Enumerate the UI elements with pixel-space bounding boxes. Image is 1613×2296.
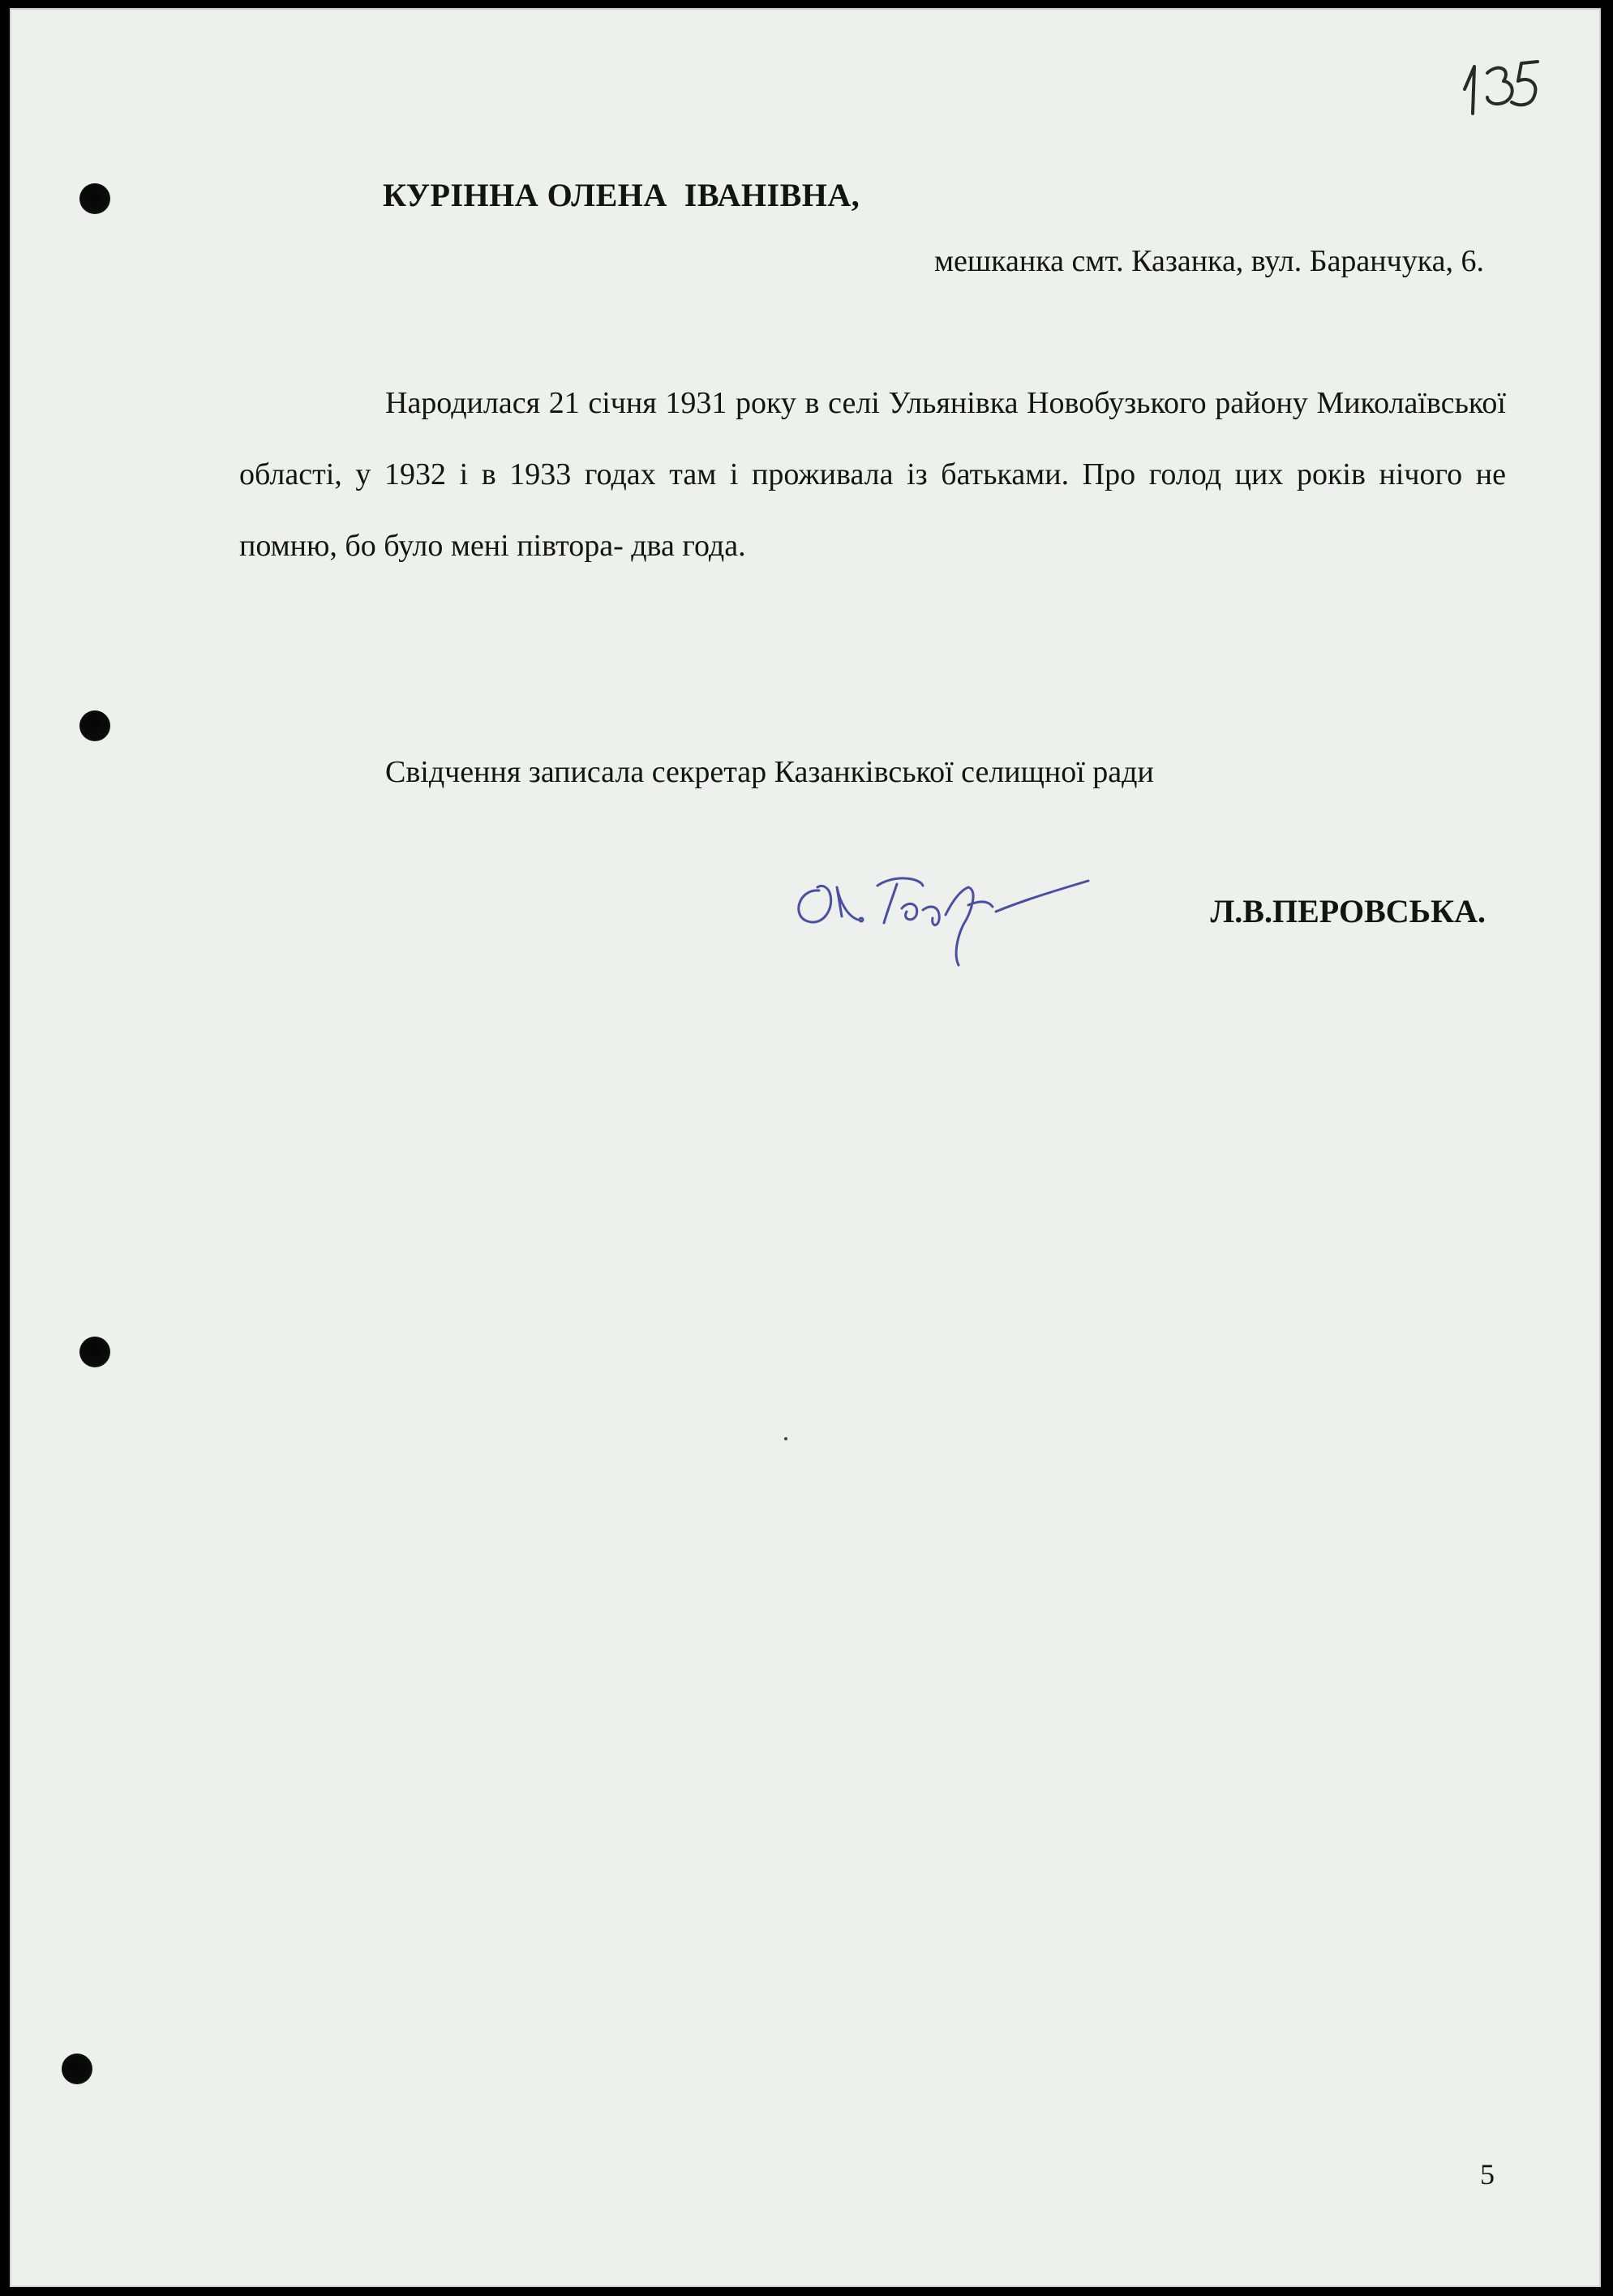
witness-address: мешканка смт. Казанка, вул. Баранчука, 6. <box>933 244 1484 278</box>
ink-speck <box>784 1437 787 1440</box>
punch-hole <box>79 710 110 741</box>
punch-hole <box>79 183 110 214</box>
handwritten-folio-number <box>1455 42 1544 115</box>
signer-name: Л.В.ПЕРОВСЬКА. <box>1210 893 1486 929</box>
handwritten-signature <box>780 842 1121 976</box>
page-number: 5 <box>1480 2158 1495 2191</box>
punch-hole <box>62 2054 92 2084</box>
testimony-paragraph: Народилася 21 січня 1931 року в селі Ульянівка Новобузького району Миколаївської області, у 1932 і в 1933 годах там і проживала із батьками. Про голод цих років нічого не помню, бо було мені півтора- два года. <box>239 386 1506 563</box>
recorded-by-line: Свідчення записала секретар Казанківської селищної ради <box>385 755 1154 789</box>
witness-name-heading: КУРІННА ОЛЕНА ІВАНІВНА, <box>383 177 860 213</box>
punch-hole <box>79 1337 110 1367</box>
paper-sheet <box>10 8 1601 2287</box>
